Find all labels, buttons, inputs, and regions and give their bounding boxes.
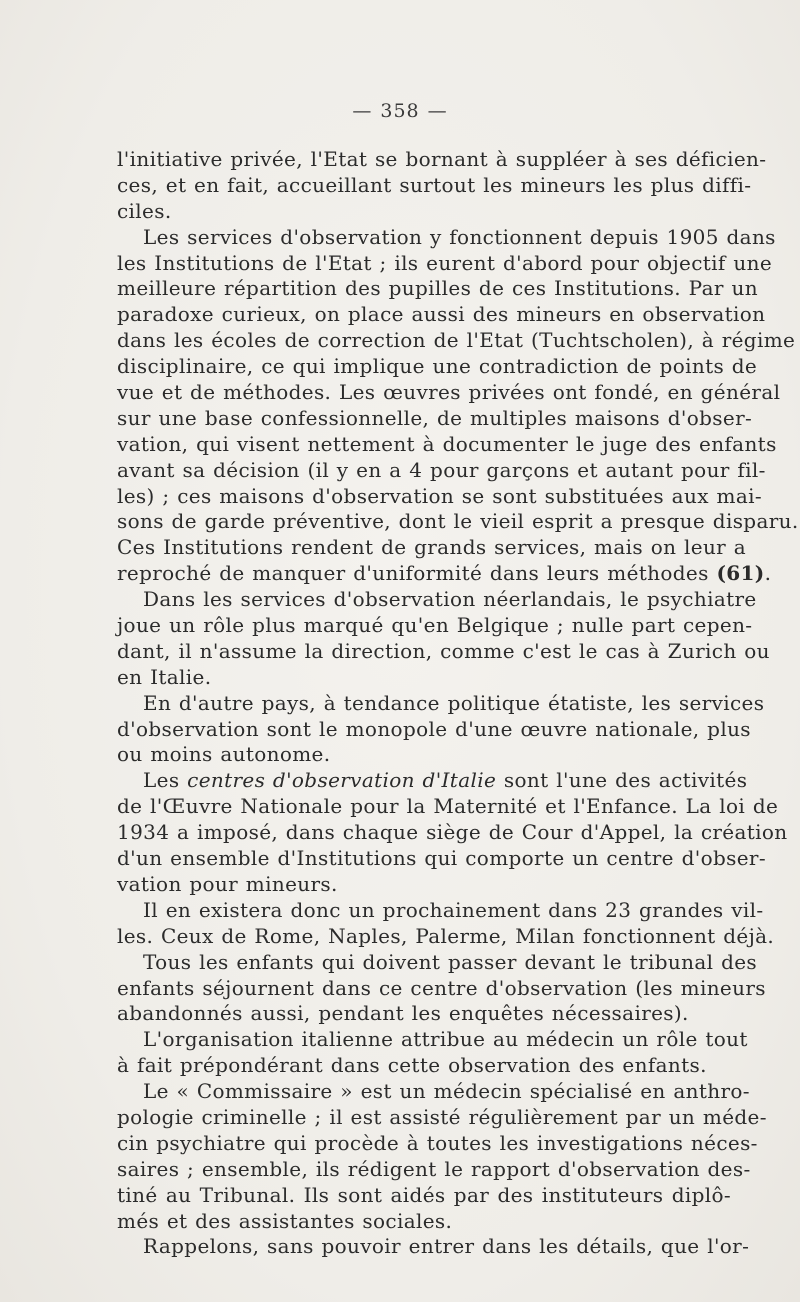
- text-line: vation, qui visent nettement à documenter le juge des enfants: [117, 431, 777, 456]
- text-line: enfants séjournent dans ce centre d'observation (les mineurs: [117, 975, 766, 1000]
- text-line: ou moins autonome.: [117, 742, 331, 767]
- text-line: les Institutions de l'Etat ; ils eurent d'abord pour objectif une: [117, 250, 773, 275]
- text-line: à fait prépondérant dans cette observation des enfants.: [117, 1053, 707, 1078]
- text-line: pologie criminelle ; il est assisté régulièrement par un méde-: [117, 1104, 767, 1129]
- text-line: tiné au Tribunal. Ils sont aidés par des instituteurs diplô-: [117, 1182, 731, 1207]
- text-line: disciplinaire, ce qui implique une contradiction de points de: [117, 354, 758, 379]
- text-line: vue et de méthodes. Les œuvres privées ont fondé, en général: [117, 380, 781, 405]
- text-line: abandonnés aussi, pendant les enquêtes nécessaires).: [117, 1001, 689, 1026]
- text-line: més et des assistantes sociales.: [117, 1208, 453, 1233]
- text-line: sons de garde préventive, dont le vieil esprit a presque disparu.: [117, 509, 799, 534]
- page-number: 358: [380, 100, 420, 122]
- text-line: Les centres d'observation d'Italie sont l'une des activités: [143, 768, 748, 793]
- text-line: l'initiative privée, l'Etat se bornant à suppléer à ses déficien-: [117, 147, 767, 171]
- text-line: de l'Œuvre Nationale pour la Maternité et l'Enfance. La loi de: [117, 794, 779, 819]
- text-line: dans les écoles de correction de l'Etat (Tuchtscholen), à régime: [117, 328, 796, 353]
- text-line: Ces Institutions rendent de grands services, mais on leur a: [117, 535, 747, 560]
- text-line: Les services d'observation y fonctionnent depuis 1905 dans: [143, 224, 776, 249]
- page-number-header: [0, 100, 800, 122]
- text-line: reproché de manquer d'uniformité dans leurs méthodes (61).: [117, 561, 772, 586]
- body-text: [117, 147, 799, 1260]
- text-line: Rappelons, sans pouvoir entrer dans les détails, que l'or-: [143, 1234, 750, 1259]
- text-line: vation pour mineurs.: [117, 871, 338, 896]
- text-line: d'observation sont le monopole d'une œuvre nationale, plus: [117, 716, 751, 741]
- text-line: ciles.: [117, 198, 172, 223]
- text-line: les. Ceux de Rome, Naples, Palerme, Milan fonctionnent déjà.: [117, 923, 775, 948]
- text-line: les) ; ces maisons d'observation se sont substituées aux mai-: [117, 483, 762, 508]
- text-line: L'organisation italienne attribue au médecin un rôle tout: [143, 1027, 748, 1052]
- footnote-reference: (61): [716, 561, 765, 586]
- italic-phrase: centres d'observation d'Italie: [187, 768, 497, 793]
- header-dash-left: —: [352, 100, 373, 122]
- text-line: Dans les services d'observation néerlandais, le psychiatre: [143, 587, 757, 612]
- text-line: en Italie.: [117, 664, 212, 689]
- text-line: En d'autre pays, à tendance politique étatiste, les services: [143, 690, 765, 715]
- header-dash-right: —: [427, 100, 448, 122]
- text-line: ces, et en fait, accueillant surtout les mineurs les plus diffi-: [117, 172, 752, 197]
- text-line: sur une base confessionnelle, de multiples maisons d'obser-: [117, 405, 753, 430]
- text-line: joue un rôle plus marqué qu'en Belgique ; nulle part cepen-: [117, 613, 753, 638]
- text-line: dant, il n'assume la direction, comme c'est le cas à Zurich ou: [117, 638, 770, 663]
- text-line: cin psychiatre qui procède à toutes les investigations néces-: [117, 1130, 758, 1155]
- text-line: meilleure répartition des pupilles de ces Institutions. Par un: [117, 276, 758, 301]
- text-line: Il en existera donc un prochainement dans 23 grandes vil-: [143, 897, 764, 922]
- text-line: saires ; ensemble, ils rédigent le rapport d'observation des-: [117, 1156, 751, 1181]
- text-line: 1934 a imposé, dans chaque siège de Cour d'Appel, la création: [117, 820, 788, 845]
- text-line: paradoxe curieux, on place aussi des mineurs en observation: [117, 302, 766, 327]
- text-line: avant sa décision (il y en a 4 pour garçons et autant pour fil-: [117, 457, 766, 482]
- text-line: Le « Commissaire » est un médecin spécialisé en anthro-: [143, 1079, 750, 1104]
- text-line: d'un ensemble d'Institutions qui comporte un centre d'obser-: [117, 846, 766, 871]
- text-line: Tous les enfants qui doivent passer devant le tribunal des: [143, 949, 758, 974]
